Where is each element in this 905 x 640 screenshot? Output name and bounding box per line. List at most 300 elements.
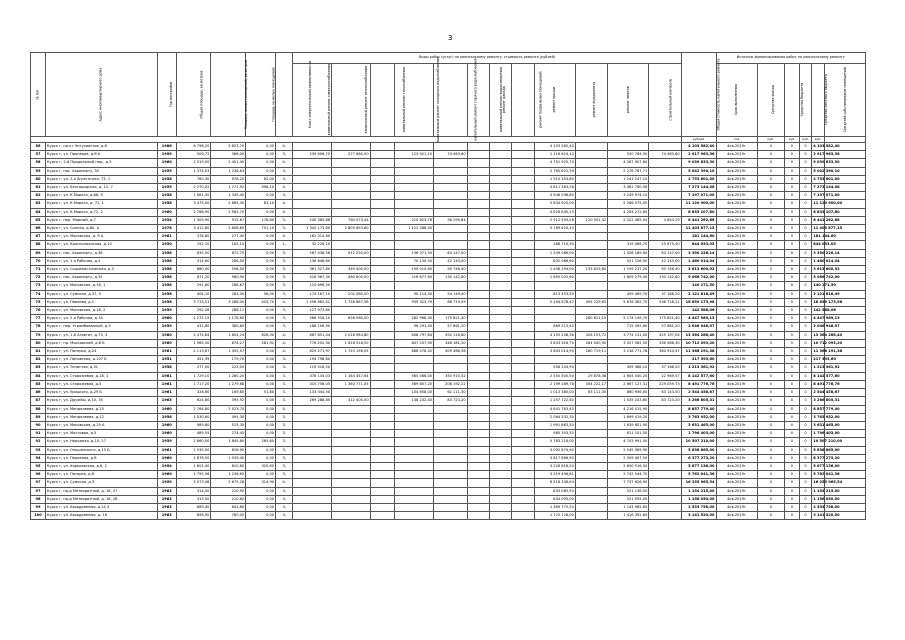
row-work-cost: 1 013 380,00	[534, 389, 575, 397]
row-area: 326,60	[176, 389, 211, 397]
row-address: Курск г, ул. Пионеров, д.8 А	[45, 151, 157, 159]
row-work-cost: 90 114,30	[395, 290, 434, 298]
row-nonliving-area: 0,00	[246, 413, 276, 421]
row-address: Курск г, пр-д Метеоритный, д. 18, 27	[45, 487, 157, 495]
row-year: 1959	[157, 151, 176, 159]
row-work-cost	[434, 175, 468, 183]
table-row	[31, 331, 866, 339]
row-local: 0	[799, 364, 811, 372]
row-local: 0	[799, 282, 811, 290]
row-nonliving-area: 0,00	[246, 454, 276, 462]
row-area: 376,60	[176, 233, 211, 241]
row-address: Курск г, ул. Пятерка, д.24	[45, 348, 157, 356]
row-work-cost: 1 725 126,00	[534, 512, 575, 520]
row-work-cost: 4 103 582,40	[534, 143, 575, 151]
row-work-cost: 776 252,30	[293, 339, 332, 347]
col-nonliving-header: Площадь нежилых помещений	[246, 53, 276, 137]
row-class: 3-	[276, 430, 293, 438]
row-work-cost	[512, 315, 534, 323]
row-deadline: 4кв.2019г	[716, 216, 757, 224]
row-total: 3 763 952,00	[681, 413, 716, 421]
row-work-cost	[370, 298, 395, 306]
row-work-cost	[649, 454, 681, 462]
row-budget: 0	[784, 274, 799, 282]
row-work-cost: 162 314,60	[293, 233, 332, 241]
row-work-cost	[490, 389, 512, 397]
row-address: Курск г, пос. Аэропорту, 30	[45, 167, 157, 175]
table-row	[31, 323, 866, 331]
row-number: 97	[31, 487, 46, 495]
row-fund: 0	[757, 241, 784, 249]
row-work-cost	[395, 143, 434, 151]
row-year: 1961	[157, 389, 176, 397]
row-work-cost: 3 027 582,50	[608, 339, 649, 347]
row-work-cost	[490, 339, 512, 347]
row-deadline: 4кв.2019г	[716, 192, 757, 200]
row-work-cost: 277 660,00	[332, 151, 371, 159]
row-work-cost	[490, 462, 512, 470]
row-work-cost	[395, 184, 434, 192]
row-local: 0	[799, 298, 811, 306]
row-year: 1958	[157, 266, 176, 274]
row-work-cost	[370, 462, 395, 470]
row-living-area: 1 039,40	[211, 454, 246, 462]
row-deadline: 4кв.2019г	[716, 389, 757, 397]
row-living-area: 580,90	[211, 274, 246, 282]
row-work-cost	[332, 233, 371, 241]
row-work-cost	[332, 503, 371, 511]
row-living-area: 556,50	[211, 266, 246, 274]
row-owners: 5 066 742,00	[812, 274, 824, 282]
row-work-cost: 2 545 985,90	[608, 446, 649, 454]
row-work-cost	[512, 389, 534, 397]
row-local: 0	[799, 372, 811, 380]
row-work-cost: 2 765 622,39	[534, 167, 575, 175]
row-work-cost	[370, 323, 395, 331]
row-work-cost	[293, 175, 332, 183]
row-living-area: 286,11	[211, 307, 246, 315]
row-year: 1950	[157, 241, 176, 249]
row-work-cost	[649, 192, 681, 200]
unit-label: руб.	[812, 137, 824, 143]
row-work-cost	[370, 503, 395, 511]
table-row	[31, 184, 866, 192]
row-work-cost	[370, 512, 395, 520]
row-work-cost	[512, 175, 534, 183]
row-work-cost	[512, 487, 534, 495]
row-local: 0	[799, 151, 811, 159]
row-area: 871,20	[176, 274, 211, 282]
row-nonliving-area: 998,10	[246, 184, 276, 192]
row-work-cost	[434, 184, 468, 192]
row-work-cost	[649, 430, 681, 438]
row-work-cost: 229 059,73	[649, 380, 681, 388]
col-class-header: Класс энергетической эффективности	[276, 53, 293, 137]
row-work-cost: 2 742 544,70	[608, 471, 649, 479]
row-class: 3-	[276, 356, 293, 364]
row-work-cost	[575, 307, 607, 315]
row-budget: 0	[784, 389, 799, 397]
row-living-area: 1 280,20	[211, 372, 246, 380]
row-work-cost	[575, 282, 607, 290]
row-fund: 0	[757, 471, 784, 479]
row-fund: 0	[757, 348, 784, 356]
row-work-cost	[467, 143, 489, 151]
row-work-cost	[293, 512, 332, 520]
row-living-area: 2 523,70	[211, 405, 246, 413]
work-header: ремонт фундамента	[575, 64, 607, 137]
row-work-cost	[434, 446, 468, 454]
col-deadline-header: Срок выполнения	[716, 64, 757, 137]
row-class: 4-	[276, 405, 293, 413]
row-work-cost: 136 371,50	[395, 249, 434, 257]
row-class: 3-	[276, 167, 293, 175]
row-local: 0	[799, 405, 811, 413]
row-budget: 0	[784, 348, 799, 356]
row-work-cost	[434, 495, 468, 503]
row-fund: 0	[757, 184, 784, 192]
row-work-cost	[534, 356, 575, 364]
row-work-cost	[467, 389, 489, 397]
row-work-cost	[512, 446, 534, 454]
table-row	[31, 274, 866, 282]
row-work-cost	[370, 380, 395, 388]
row-fund: 0	[757, 389, 784, 397]
row-work-cost	[370, 446, 395, 454]
row-work-cost	[332, 159, 371, 167]
row-work-cost: 3 092 874,90	[534, 446, 575, 454]
row-number: 65	[31, 216, 46, 224]
row-number: 95	[31, 462, 46, 470]
row-work-cost	[332, 307, 371, 315]
row-fund: 0	[757, 479, 784, 487]
row-budget: 0	[784, 175, 799, 183]
row-owners: 8 142 577,60	[812, 372, 824, 380]
row-work-cost	[332, 323, 371, 331]
row-deadline: 4кв.2019г	[716, 315, 757, 323]
row-work-cost	[395, 479, 434, 487]
row-work-cost	[575, 397, 607, 405]
row-fund: 0	[757, 323, 784, 331]
row-fund: 0	[757, 413, 784, 421]
row-work-cost	[332, 487, 371, 495]
row-address: Курск г, ул. К.Маркса, д. 72, 1	[45, 200, 157, 208]
row-budget: 0	[784, 192, 799, 200]
row-work-cost: 1 991 863,50	[534, 421, 575, 429]
row-total: 4 103 582,40	[681, 143, 716, 151]
col-no-header: № п/п	[31, 53, 46, 137]
row-total: 3 350 226,14	[681, 249, 716, 257]
row-year: 1960	[157, 208, 176, 216]
row-work-cost	[490, 200, 512, 208]
table-row	[31, 225, 866, 233]
row-class: 3-	[276, 413, 293, 421]
col-total-header: Общая стоимость капитального ремонта	[681, 53, 716, 137]
row-work-cost	[649, 184, 681, 192]
row-work-cost	[490, 471, 512, 479]
row-address: Курск г, ул. Аэродромная, д.14 3	[45, 503, 157, 511]
row-work-cost	[490, 372, 512, 380]
row-work-cost	[293, 487, 332, 495]
row-fund: 0	[757, 487, 784, 495]
row-work-cost	[534, 282, 575, 290]
row-address: Курск г, пр-кт Энтузиастов, д.8	[45, 143, 157, 151]
row-deadline: 4кв.2019г	[716, 208, 757, 216]
row-work-cost: 5 294 678,47	[534, 298, 575, 306]
row-total: 8 857 779,40	[681, 405, 716, 413]
row-work-cost	[293, 143, 332, 151]
row-work-cost	[332, 471, 371, 479]
row-work-cost	[370, 356, 395, 364]
row-work-cost: 558 204,90	[534, 364, 575, 372]
row-work-cost	[293, 421, 332, 429]
work-header: ремонт фасада	[490, 64, 512, 137]
row-fund: 0	[757, 143, 784, 151]
row-year: 1958	[157, 274, 176, 282]
col-living-header: Площадь жилых помещений, кв.метров	[211, 53, 246, 137]
row-owners: 1 154 215,00	[812, 487, 824, 495]
row-work-cost	[467, 159, 489, 167]
row-work-cost	[395, 495, 434, 503]
funding-group-header: Источник финансирования работ по капитальному ремонту	[716, 53, 866, 64]
row-work-cost: 634 095,00	[534, 495, 575, 503]
row-work-cost: 1 028 189,60	[608, 249, 649, 257]
row-work-cost: 688 078,42	[395, 348, 434, 356]
row-fund: 0	[757, 421, 784, 429]
work-header: капитальный ремонт теплоснабжения	[332, 64, 371, 137]
row-work-cost: 240 385,88	[293, 216, 332, 224]
row-work-cost	[512, 192, 534, 200]
row-living-area: 288,67	[211, 282, 246, 290]
row-class: 4-	[276, 143, 293, 151]
row-work-cost: 3 219 496,81	[534, 471, 575, 479]
row-work-cost: 2 064 532,30	[534, 413, 575, 421]
row-work-cost	[575, 143, 607, 151]
row-work-cost	[512, 323, 534, 331]
row-work-cost: 2 276 767,71	[608, 167, 649, 175]
row-nonliving-area: 0,00	[246, 208, 276, 216]
row-work-cost	[395, 356, 434, 364]
row-year: 1958	[157, 290, 176, 298]
row-fund: 0	[757, 274, 784, 282]
row-owners: 2 917 963,36	[812, 151, 824, 159]
row-work-cost: 1 122 386,40	[395, 225, 434, 233]
row-owners: 7 273 144,08	[812, 184, 824, 192]
row-work-cost: 2 604 540,20	[608, 372, 649, 380]
capital-repair-table-sheet	[30, 52, 866, 520]
row-deadline: 4кв.2019г	[716, 446, 757, 454]
row-class: 3-	[276, 446, 293, 454]
row-year: 1959	[157, 307, 176, 315]
row-local: 0	[799, 331, 811, 339]
row-work-cost: 2 805 693,60	[332, 225, 371, 233]
row-work-cost	[434, 192, 468, 200]
row-deadline: 4кв.2019г	[716, 397, 757, 405]
row-work-cost	[370, 167, 395, 175]
row-work-cost: 459 486,10	[608, 364, 649, 372]
row-nonliving-area: 425,70	[246, 298, 276, 306]
unit-label: руб.	[799, 137, 811, 143]
row-work-cost	[370, 438, 395, 446]
row-work-cost: 57 861,20	[649, 323, 681, 331]
row-budget: 0	[784, 405, 799, 413]
work-header: ремонт лифтов	[608, 64, 649, 137]
row-work-cost	[434, 405, 468, 413]
row-work-cost: 425 197,04	[649, 331, 681, 339]
row-work-cost: 350 910,52	[434, 372, 468, 380]
row-work-cost: 1 699 419,20	[608, 413, 649, 421]
row-living-area: 1 271,92	[211, 184, 246, 192]
row-local: 0	[799, 241, 811, 249]
row-local: 0	[799, 503, 811, 511]
row-work-cost	[490, 495, 512, 503]
row-deadline: 4кв.2019г	[716, 200, 757, 208]
row-work-cost	[395, 471, 434, 479]
row-living-area: 841,80	[211, 503, 246, 511]
row-work-cost	[370, 413, 395, 421]
row-fund: 0	[757, 397, 784, 405]
row-nonliving-area: 265,60	[246, 438, 276, 446]
row-work-cost	[649, 233, 681, 241]
row-area: 1 272,15	[176, 315, 211, 323]
row-work-cost	[575, 290, 607, 298]
row-work-cost	[512, 200, 534, 208]
row-work-cost	[512, 438, 534, 446]
row-owners: 2 533 758,00	[812, 503, 824, 511]
row-area: 1 981,30	[176, 192, 211, 200]
row-living-area: 274,45	[211, 430, 246, 438]
row-owners: 2 046 946,07	[812, 323, 824, 331]
row-local: 0	[799, 233, 811, 241]
row-total: 5 638 865,00	[681, 446, 716, 454]
row-work-cost	[370, 274, 395, 282]
row-work-cost: 867 851,44	[293, 331, 332, 339]
row-work-cost	[649, 225, 681, 233]
row-living-area: 915,67	[211, 216, 246, 224]
row-fund: 0	[757, 512, 784, 520]
row-number: 96	[31, 471, 46, 479]
row-owners: 1 796 403,00	[812, 430, 824, 438]
row-work-cost	[293, 438, 332, 446]
row-deadline: 4кв.2019г	[716, 307, 757, 315]
row-work-cost: 521 136,50	[608, 487, 649, 495]
row-work-cost: 1 456 862,41	[293, 298, 332, 306]
row-class: 3-	[276, 380, 293, 388]
row-address: Курск г, ул. Социалистическая, д.3	[45, 266, 157, 274]
row-work-cost: 310 758,05	[293, 380, 332, 388]
row-work-cost	[434, 307, 468, 315]
row-year: 1958	[157, 282, 176, 290]
row-nonliving-area: 0,00	[246, 471, 276, 479]
row-nonliving-area: 51,80	[246, 389, 276, 397]
row-budget: 0	[784, 356, 799, 364]
row-work-cost	[370, 307, 395, 315]
row-work-cost	[467, 298, 489, 306]
row-work-cost: 57 861,20	[434, 323, 468, 331]
row-total: 844 053,05	[681, 241, 716, 249]
row-area: 1 309,90	[176, 216, 211, 224]
row-work-cost: 521 126,50	[608, 257, 649, 265]
row-work-cost: 264 040,90	[575, 339, 607, 347]
unit-label: год	[716, 137, 757, 143]
row-class: 4-	[276, 200, 293, 208]
row-total: 2 121 818,49	[681, 290, 716, 298]
row-work-cost: 480 600,00	[332, 274, 371, 282]
row-nonliving-area: 0,00	[246, 282, 276, 290]
table-row	[31, 503, 866, 511]
row-number: 78	[31, 323, 46, 331]
row-address: Курск г, ул. Белгородская, д. 12, 7	[45, 184, 157, 192]
row-work-cost: 2 174 149,70	[608, 315, 649, 323]
row-work-cost: 58 299,84	[434, 216, 468, 224]
row-work-cost	[575, 192, 607, 200]
table-row	[31, 315, 866, 323]
row-area: 1 795,36	[176, 471, 211, 479]
row-work-cost	[434, 421, 468, 429]
row-work-cost	[370, 495, 395, 503]
row-work-cost	[332, 479, 371, 487]
row-area: 680,00	[176, 266, 211, 274]
row-work-cost	[575, 405, 607, 413]
row-total: 2 917 963,36	[681, 151, 716, 159]
row-work-cost	[434, 413, 468, 421]
row-class: 3-	[276, 454, 293, 462]
row-local: 0	[799, 323, 811, 331]
col-address-header: Адрес многоквартирного дома	[45, 53, 157, 137]
row-deadline: 4кв.2019г	[716, 413, 757, 421]
row-work-cost	[512, 143, 534, 151]
row-class: 3-	[276, 323, 293, 331]
row-work-cost: 566 516,10	[293, 315, 332, 323]
row-work-cost	[575, 323, 607, 331]
row-local: 0	[799, 143, 811, 151]
row-fund: 0	[757, 356, 784, 364]
row-number: 76	[31, 307, 46, 315]
row-local: 0	[799, 348, 811, 356]
row-number: 82	[31, 356, 46, 364]
row-local: 0	[799, 216, 811, 224]
row-number: 68	[31, 241, 46, 249]
row-work-cost	[575, 454, 607, 462]
row-nonliving-area: 0,00	[246, 512, 276, 520]
row-fund: 0	[757, 167, 784, 175]
row-address: Курск г, ул. Сумская, д.3	[45, 479, 157, 487]
row-work-cost	[512, 421, 534, 429]
row-work-cost	[467, 372, 489, 380]
row-address: Курск г, ул. 1-я Рабочая, д.2	[45, 257, 157, 265]
row-local: 0	[799, 430, 811, 438]
row-work-cost	[575, 503, 607, 511]
row-work-cost	[512, 151, 534, 159]
row-owners: 142 588,06	[812, 307, 824, 315]
row-work-cost: 66 719,59	[434, 298, 468, 306]
row-total: 6 441 262,68	[681, 216, 716, 224]
row-work-cost	[467, 397, 489, 405]
row-work-cost	[434, 159, 468, 167]
row-number: 89	[31, 413, 46, 421]
row-class: 3-	[276, 249, 293, 257]
row-work-cost: 521 955,00	[608, 495, 649, 503]
row-work-cost: 536 728,21	[649, 298, 681, 306]
row-work-cost: 5 286 075,00	[608, 200, 649, 208]
row-work-cost	[649, 471, 681, 479]
row-work-cost	[467, 167, 489, 175]
col-owners-header: Средства собственников помещений	[812, 64, 824, 137]
row-work-cost: 1 855 025,60	[534, 274, 575, 282]
row-owners: 3 266 805,31	[812, 397, 824, 405]
row-work-cost	[467, 380, 489, 388]
row-budget: 0	[784, 487, 799, 495]
